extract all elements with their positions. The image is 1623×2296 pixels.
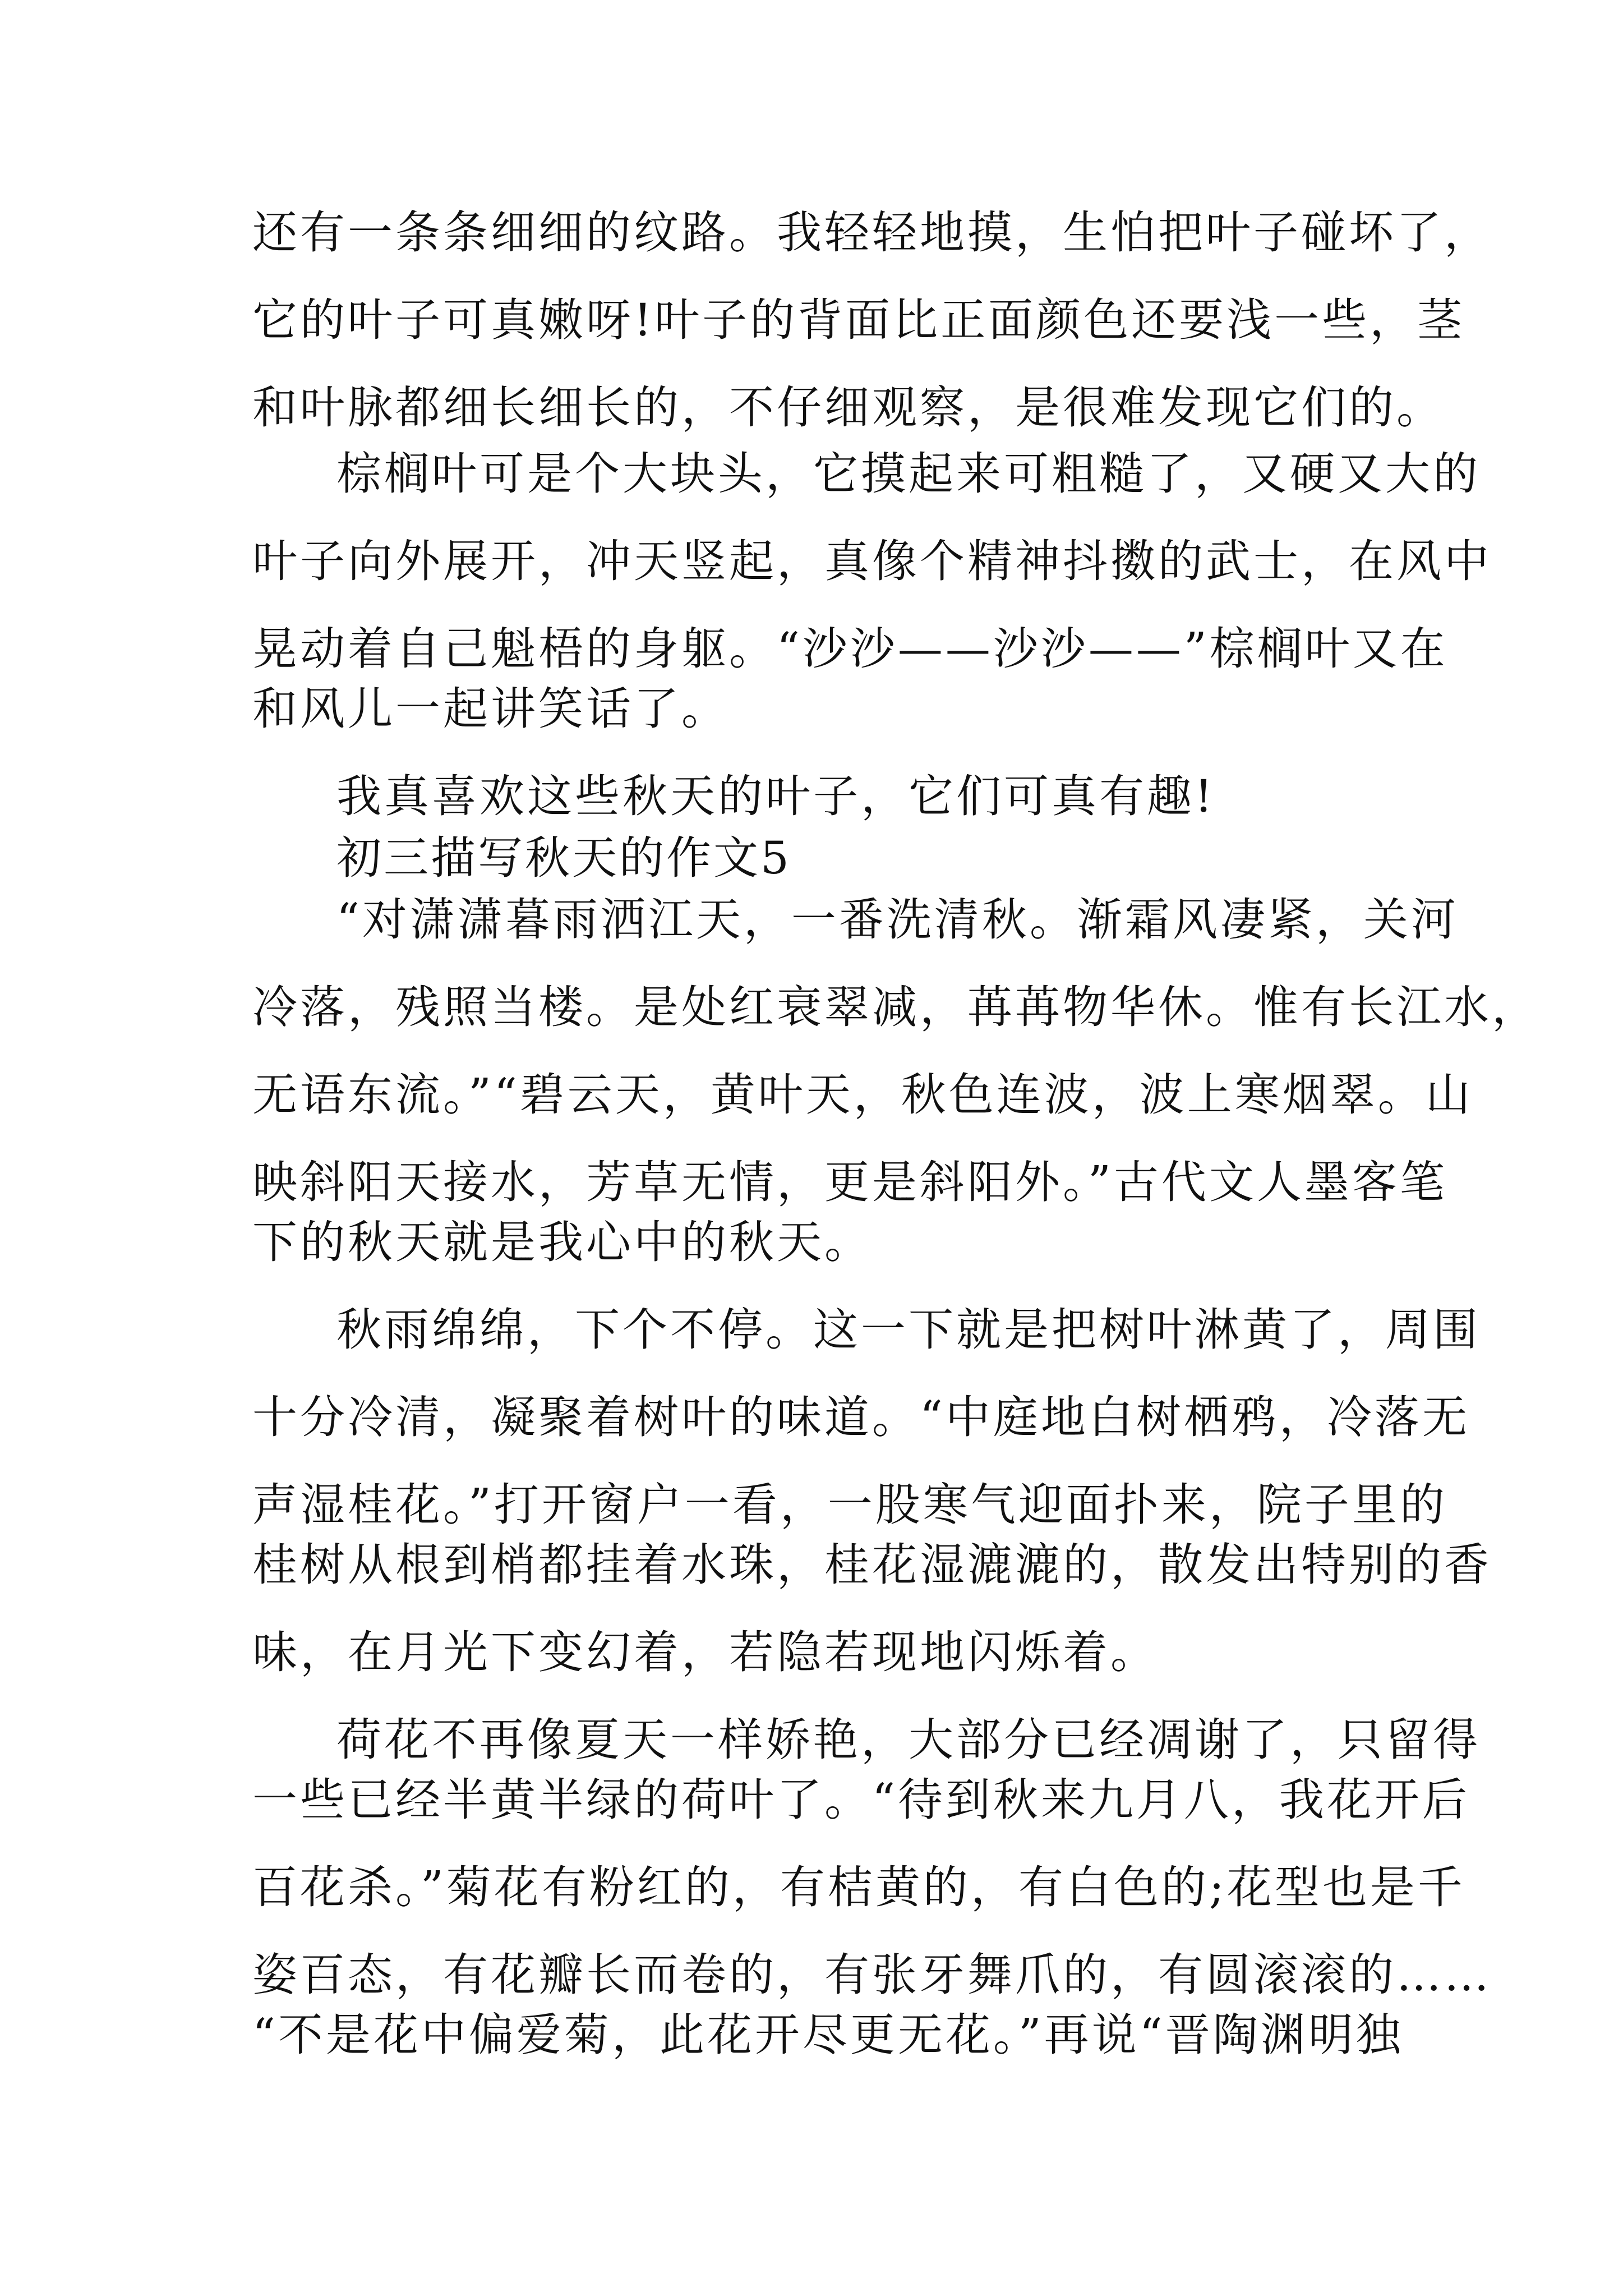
paragraph-first-line: “对潇潇暮雨洒江天，一番洗清秋。渐霜风凄紧，关河: [336, 894, 1459, 946]
text-line: “不是花中偏爱菊，此花开尽更无花。”再说“晋陶渊明独: [252, 2009, 1404, 2061]
text-line: 十分冷清，凝聚着树叶的味道。“中庭地白树栖鸦，冷落无: [252, 1391, 1470, 1443]
paragraph-first-line: 棕榈叶可是个大块头，它摸起来可粗糙了，又硬又大的: [336, 448, 1481, 500]
text-line: 它的叶子可真嫩呀!叶子的背面比正面颜色还要浅一些，茎: [252, 294, 1465, 346]
text-line: 叶子向外展开，冲天竖起，真像个精神抖擞的武士，在风中: [252, 535, 1492, 587]
text-line: 无语东流。”“碧云天，黄叶天，秋色连波，波上寒烟翠。山: [252, 1069, 1473, 1121]
text-line: 声湿桂花。”打开窗户一看，一股寒气迎面扑来，院子里的: [252, 1479, 1447, 1531]
text-line: 晃动着自己魁梧的身躯。“沙沙——沙沙——”棕榈叶又在: [252, 623, 1448, 675]
section-heading: 初三描写秋天的作文5: [336, 832, 791, 884]
text-line: 和风儿一起讲笑话了。: [252, 683, 729, 735]
text-line: 味，在月光下变幻着，若隐若现地闪烁着。: [252, 1626, 1158, 1678]
text-line: 下的秋天就是我心中的秋天。: [252, 1216, 872, 1268]
paragraph-first-line: 荷花不再像夏天一样娇艳，大部分已经凋谢了，只留得: [336, 1714, 1481, 1766]
text-line: 百花杀。”菊花有粉红的，有桔黄的，有白色的;花型也是千: [252, 1861, 1465, 1913]
text-line: 映斜阳天接水，芳草无情，更是斜阳外。”古代文人墨客笔: [252, 1156, 1447, 1208]
text-line: 还有一条条细细的纹路。我轻轻地摸，生怕把叶子碰坏了，: [252, 206, 1492, 259]
paragraph-first-line: 秋雨绵绵，下个不停。这一下就是把树叶淋黄了，周围: [336, 1304, 1481, 1356]
paragraph-first-line: 我真喜欢这些秋天的叶子，它们可真有趣!: [336, 770, 1216, 822]
text-line: 冷落，残照当楼。是处红衰翠减，苒苒物华休。惟有长江水，: [252, 981, 1539, 1033]
text-line: 桂树从根到梢都挂着水珠，桂花湿漉漉的，散发出特别的香: [252, 1539, 1492, 1591]
text-line: 一些已经半黄半绿的荷叶了。“待到秋来九月八，我花开后: [252, 1774, 1470, 1826]
text-line: 和叶脉都细长细长的，不仔细观察，是很难发现它们的。: [252, 381, 1444, 434]
text-line: 姿百态，有花瓣长而卷的，有张牙舞爪的，有圆滚滚的……: [252, 1949, 1492, 2001]
